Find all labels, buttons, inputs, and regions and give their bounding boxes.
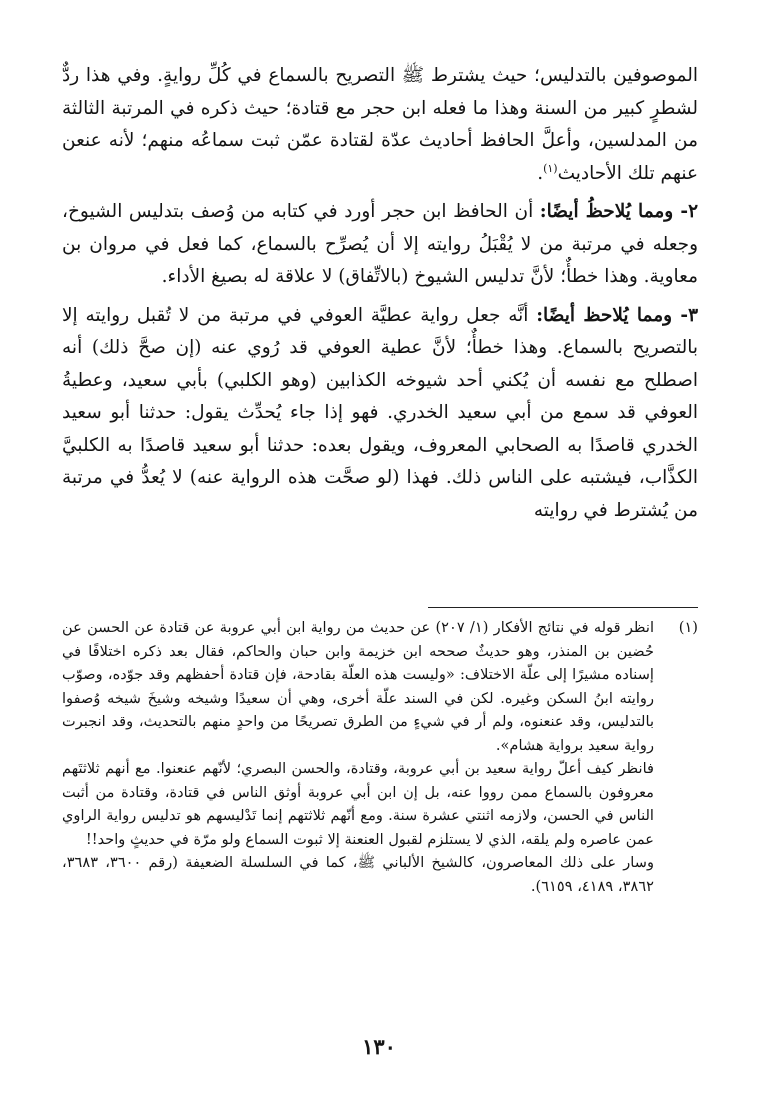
paragraph-3-text: أنَّه جعل رواية عطيَّة العوفي في مرتبة من لا تُقبل روايته إلا بالتصريح بالسماع. وهذا خطأٌ؛ لأنَّ عطية العوفي قد رُوي عنه (إن صحَّ ذلك) أنه اصطلح مع نفسه أن يُكني أحد شيوخه الكذابين (وهو الكلبي) بأبي سعيد، وعطيةُ العوفي قد سمع من أبي سعيد الخدري. فهو إذا جاء يُحدِّث يقول: حدثنا أبو سعيد الخدري قاصدًا به الصحابي المعروف، ويقول بعده: حدثنا أبو سعيد قاصدًا به الكلبيَّ الكذَّاب، فيشتبه على الناس ذلك. فهذا (لو صحَّت هذه الرواية عنه) لا يُعدُّ في مرتبة من يُشترط في روايته	[62, 304, 698, 521]
page-number: ١٣٠	[362, 1034, 396, 1059]
footnote-line: فانظر كيف أعلّ رواية سعيد بن أبي عروبة، وقتادة، والحسن البصري؛ لأنّهم عنعنوا. مع أنهم ثلاثتَهم معروفون بالسماع ممن رووا عنه، بل إن ابن أبي عروبة أوثق الناس في قتادة، وقتادة من أثبت الناس في الحسن، ولازمه اثنتي عشرة سنة. ومع أنّهم ثلاثتهم إنما تَدْليسهم هو تدليس رواية الراوي عمن عاصره ولم يلقه، الذي لا يستلزم لقبول العنعنة إلا ثبوت السماع ولو مرّة في حديثٍ واحد!!	[62, 760, 654, 848]
paragraph-1	[62, 60, 698, 190]
main-text	[62, 60, 698, 527]
paragraph-3-lead: ٣- ومما يُلاحظ أيضًا:	[536, 304, 698, 326]
footnote-line: انظر قوله في نتائج الأفكار (١/ ٢٠٧) عن حديث من رواية ابن أبي عروبة عن قتادة عن الحسن عن حُضين بن المنذر، وهو حديثٌ صححه ابن خزيمة وابن حبان والحاكم، فقال بعد ذكره اختلافًا في إسناده مشيرًا إلى علّة الاختلاف: «وليست هذه العلّة بقادحة، فإن قتادة أحفظهم وقد جوّده، وصوّب روايته ابنُ السكن وغيره. لكن في السند علّة أخرى، وهي أن سعيدًا وشيخه وشيخَ شيخه وُصفوا بالتدليس، وقد عنعنوه، ولم أر في شيءٍ من الطرق تصريحًا من واحدٍ منهم بالتحديث، وقد انجبرت رواية سعيد برواية هشام».	[62, 619, 654, 754]
paragraph-1-text: الموصوفين بالتدليس؛ حيث يشترط ﷺ التصريح بالسماع في كُلِّ روايةٍ. وفي هذا ردٌّ لشطرٍ كبير من السنة وهذا ما فعله ابن حجر مع قتادة؛ حيث ذكره في المرتبة الثالثة من المدلسين، وأعلَّ الحافظ أحاديث عدّة لقتادة عمّن ثبت سماعُه منهم؛ لأنه عنعن عنهم تلك الأحاديث	[62, 65, 698, 184]
paragraph-3	[62, 300, 698, 528]
footnote	[62, 616, 698, 898]
footnote-body	[62, 616, 654, 898]
paragraph-2-text: أن الحافظ ابن حجر أورد في كتابه من وُصف بتدليس الشيوخ، وجعله في مرتبة من لا يُقْبَلُ روايته إلا أن يُصرِّح بالسماع، كما فعل في مروان بن معاوية. وهذا خطأٌ؛ لأنَّ تدليس الشيوخ (بالاتِّفاق) لا علاقة له بصيغ الأداء.	[62, 201, 698, 287]
footnote-divider	[428, 607, 698, 608]
footnote-number: (١)	[678, 619, 698, 636]
paragraph-1-end: .	[537, 162, 544, 184]
paragraph-2-lead: ٢- ومما يُلاحظُ أيضًا:	[539, 201, 698, 222]
footnote-line: وسار على ذلك المعاصرون، كالشيخ الألباني ﷺ، كما في السلسلة الضعيفة (رقم ٣٦٠٠، ٣٦٨٣، ٣٨٦٢، ٤١٨٩، ٦١٥٩).	[62, 854, 654, 895]
footnote-reference: (١)	[543, 161, 558, 175]
paragraph-2	[62, 196, 698, 294]
